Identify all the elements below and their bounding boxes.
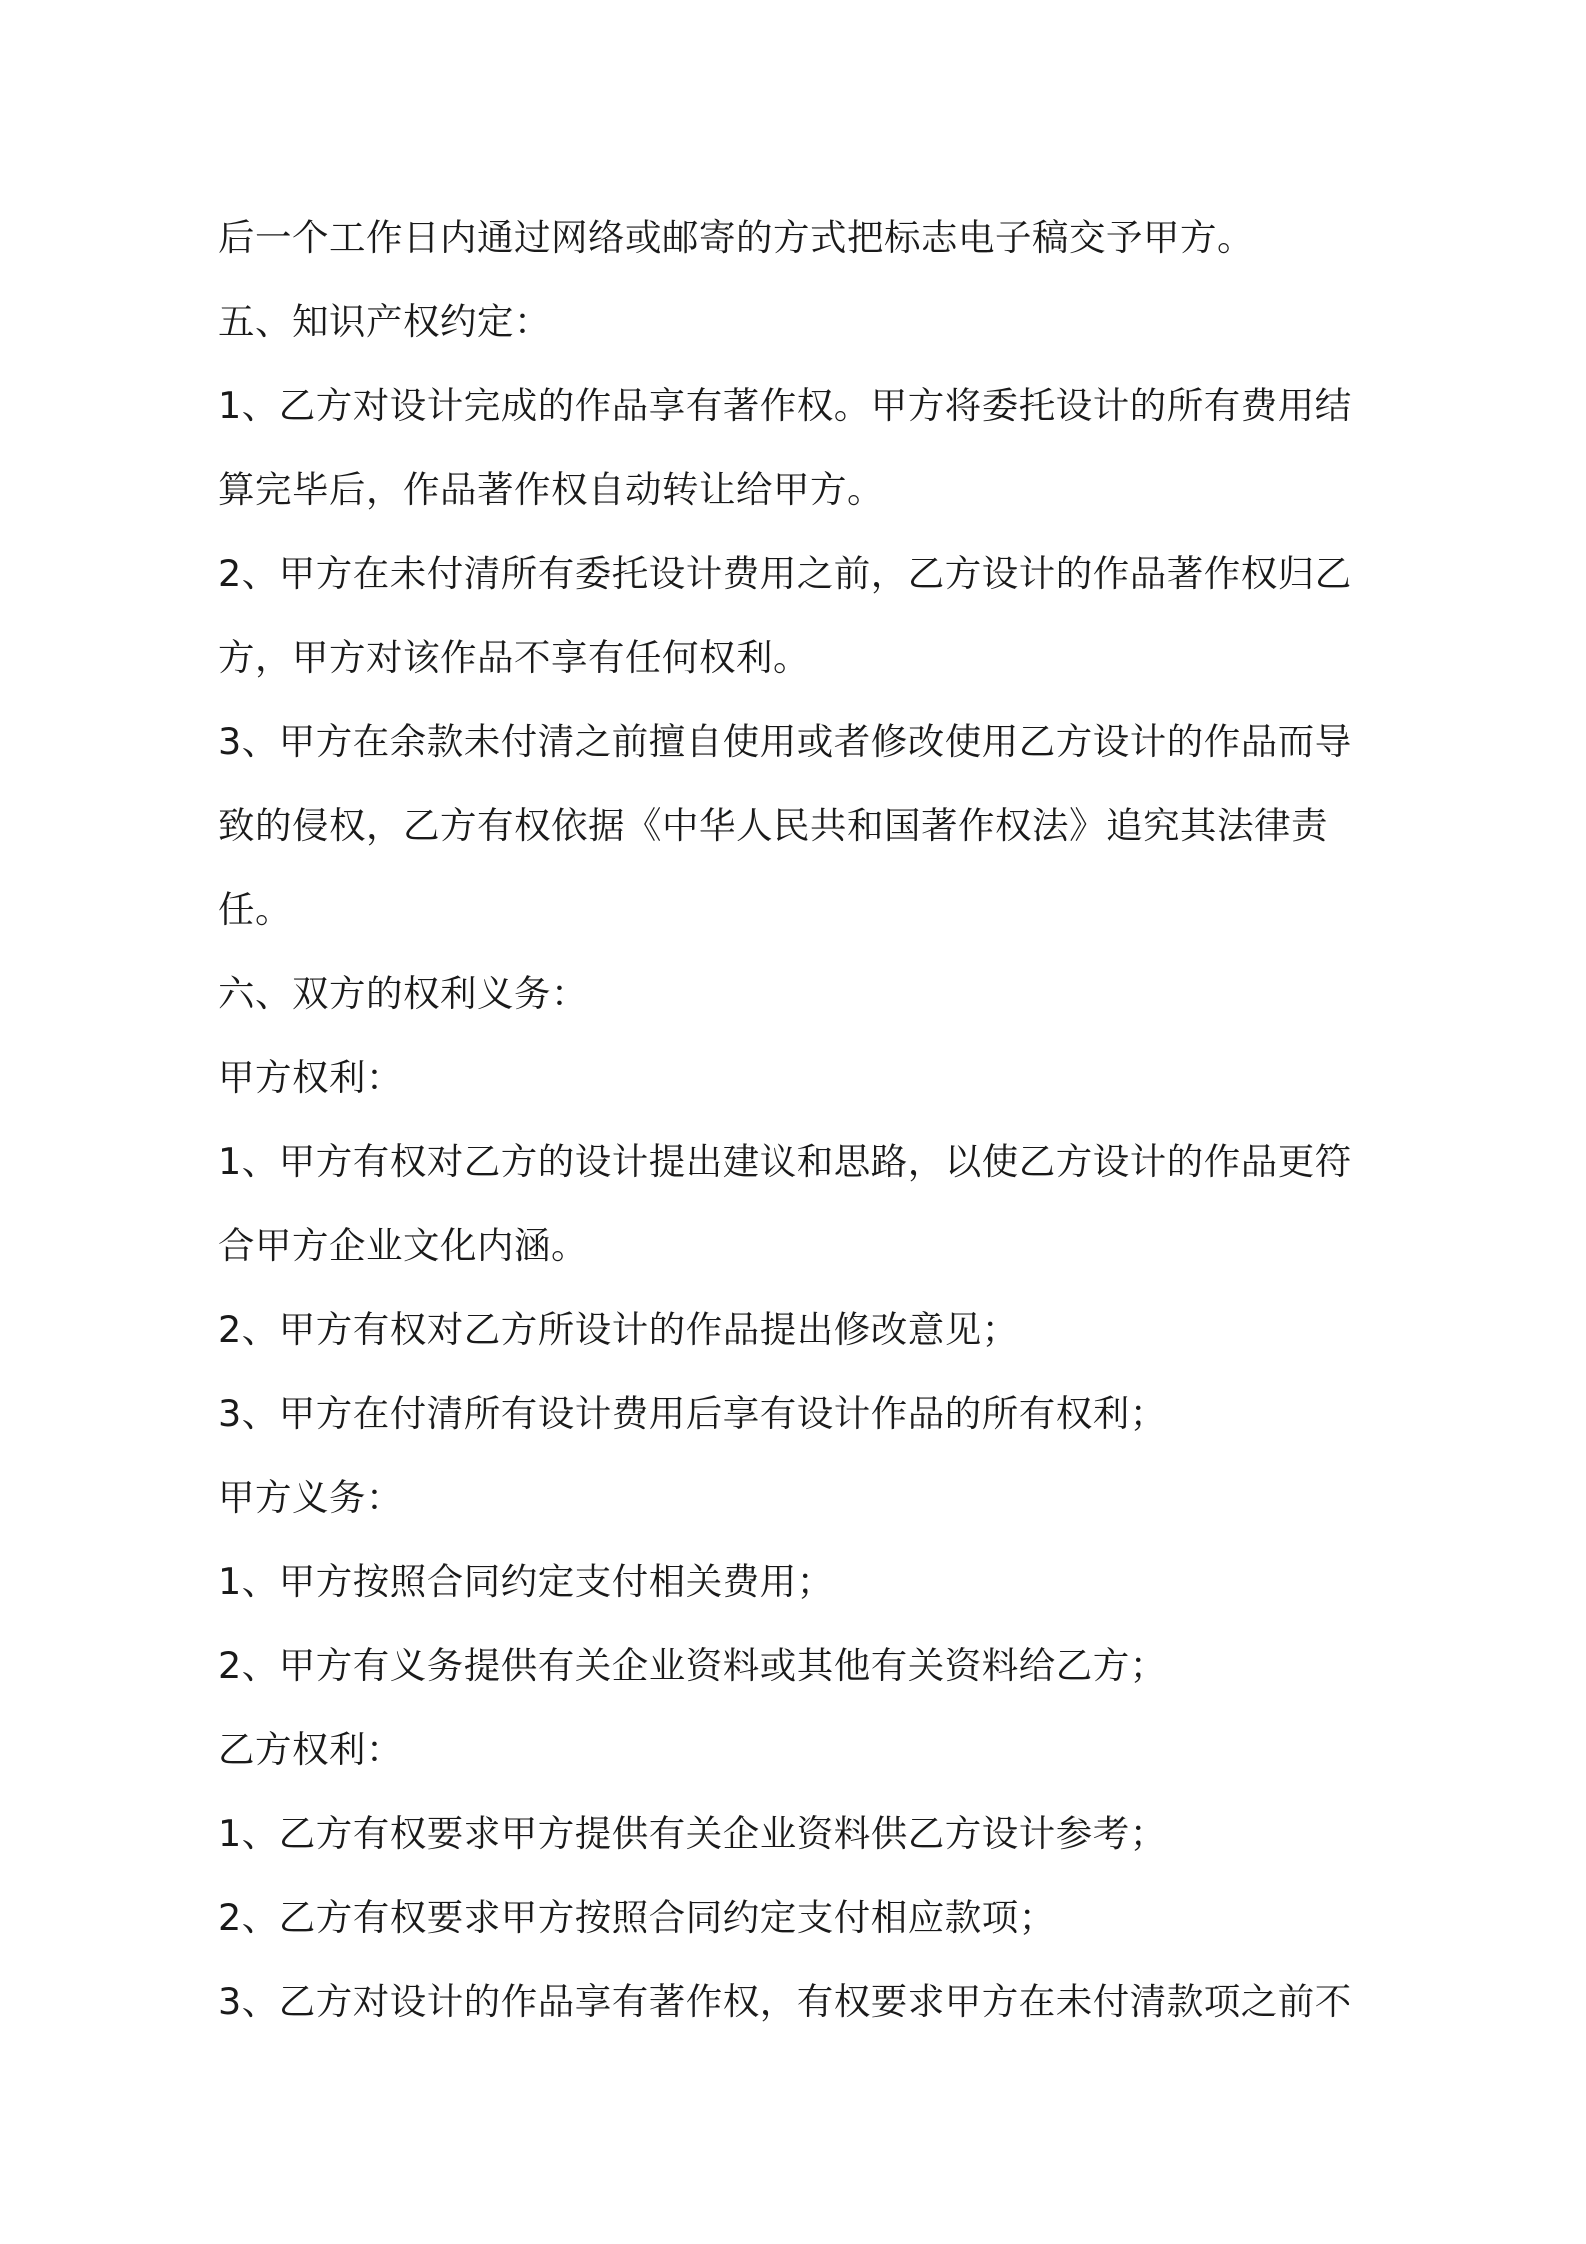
text-line: 2、甲方有权对乙方所设计的作品提出修改意见； — [218, 1308, 1019, 1351]
text-line: 1、甲方按照合同约定支付相关费用； — [218, 1560, 834, 1603]
text-line: 算完毕后，作品著作权自动转让给甲方。 — [218, 468, 884, 511]
section-heading: 六、双方的权利义务： — [218, 972, 588, 1015]
text-line: 3、乙方对设计的作品享有著作权，有权要求甲方在未付清款项之前不 — [218, 1980, 1352, 2023]
text-line: 2、乙方有权要求甲方按照合同约定支付相应款项； — [218, 1896, 1056, 1939]
section-heading: 五、知识产权约定： — [218, 300, 551, 343]
text-line: 方，甲方对该作品不享有任何权利。 — [218, 636, 810, 679]
text-line: 致的侵权，乙方有权依据《中华人民共和国著作权法》追究其法律责 — [218, 804, 1328, 847]
document-body — [218, 196, 1368, 2044]
subsection-heading: 甲方义务： — [218, 1476, 403, 1519]
subsection-heading: 甲方权利： — [218, 1056, 403, 1099]
text-line: 后一个工作日内通过网络或邮寄的方式把标志电子稿交予甲方。 — [218, 216, 1254, 259]
text-line: 1、乙方对设计完成的作品享有著作权。甲方将委托设计的所有费用结 — [218, 384, 1352, 427]
text-line: 2、甲方在未付清所有委托设计费用之前，乙方设计的作品著作权归乙 — [218, 552, 1352, 595]
text-line: 合甲方企业文化内涵。 — [218, 1224, 588, 1267]
text-line: 2、甲方有义务提供有关企业资料或其他有关资料给乙方； — [218, 1644, 1167, 1687]
text-line: 3、甲方在付清所有设计费用后享有设计作品的所有权利； — [218, 1392, 1167, 1435]
subsection-heading: 乙方权利： — [218, 1728, 403, 1771]
text-line: 3、甲方在余款未付清之前擅自使用或者修改使用乙方设计的作品而导 — [218, 720, 1352, 763]
text-line: 任。 — [218, 888, 292, 931]
text-line: 1、乙方有权要求甲方提供有关企业资料供乙方设计参考； — [218, 1812, 1167, 1855]
text-line: 1、甲方有权对乙方的设计提出建议和思路，以使乙方设计的作品更符 — [218, 1140, 1352, 1183]
